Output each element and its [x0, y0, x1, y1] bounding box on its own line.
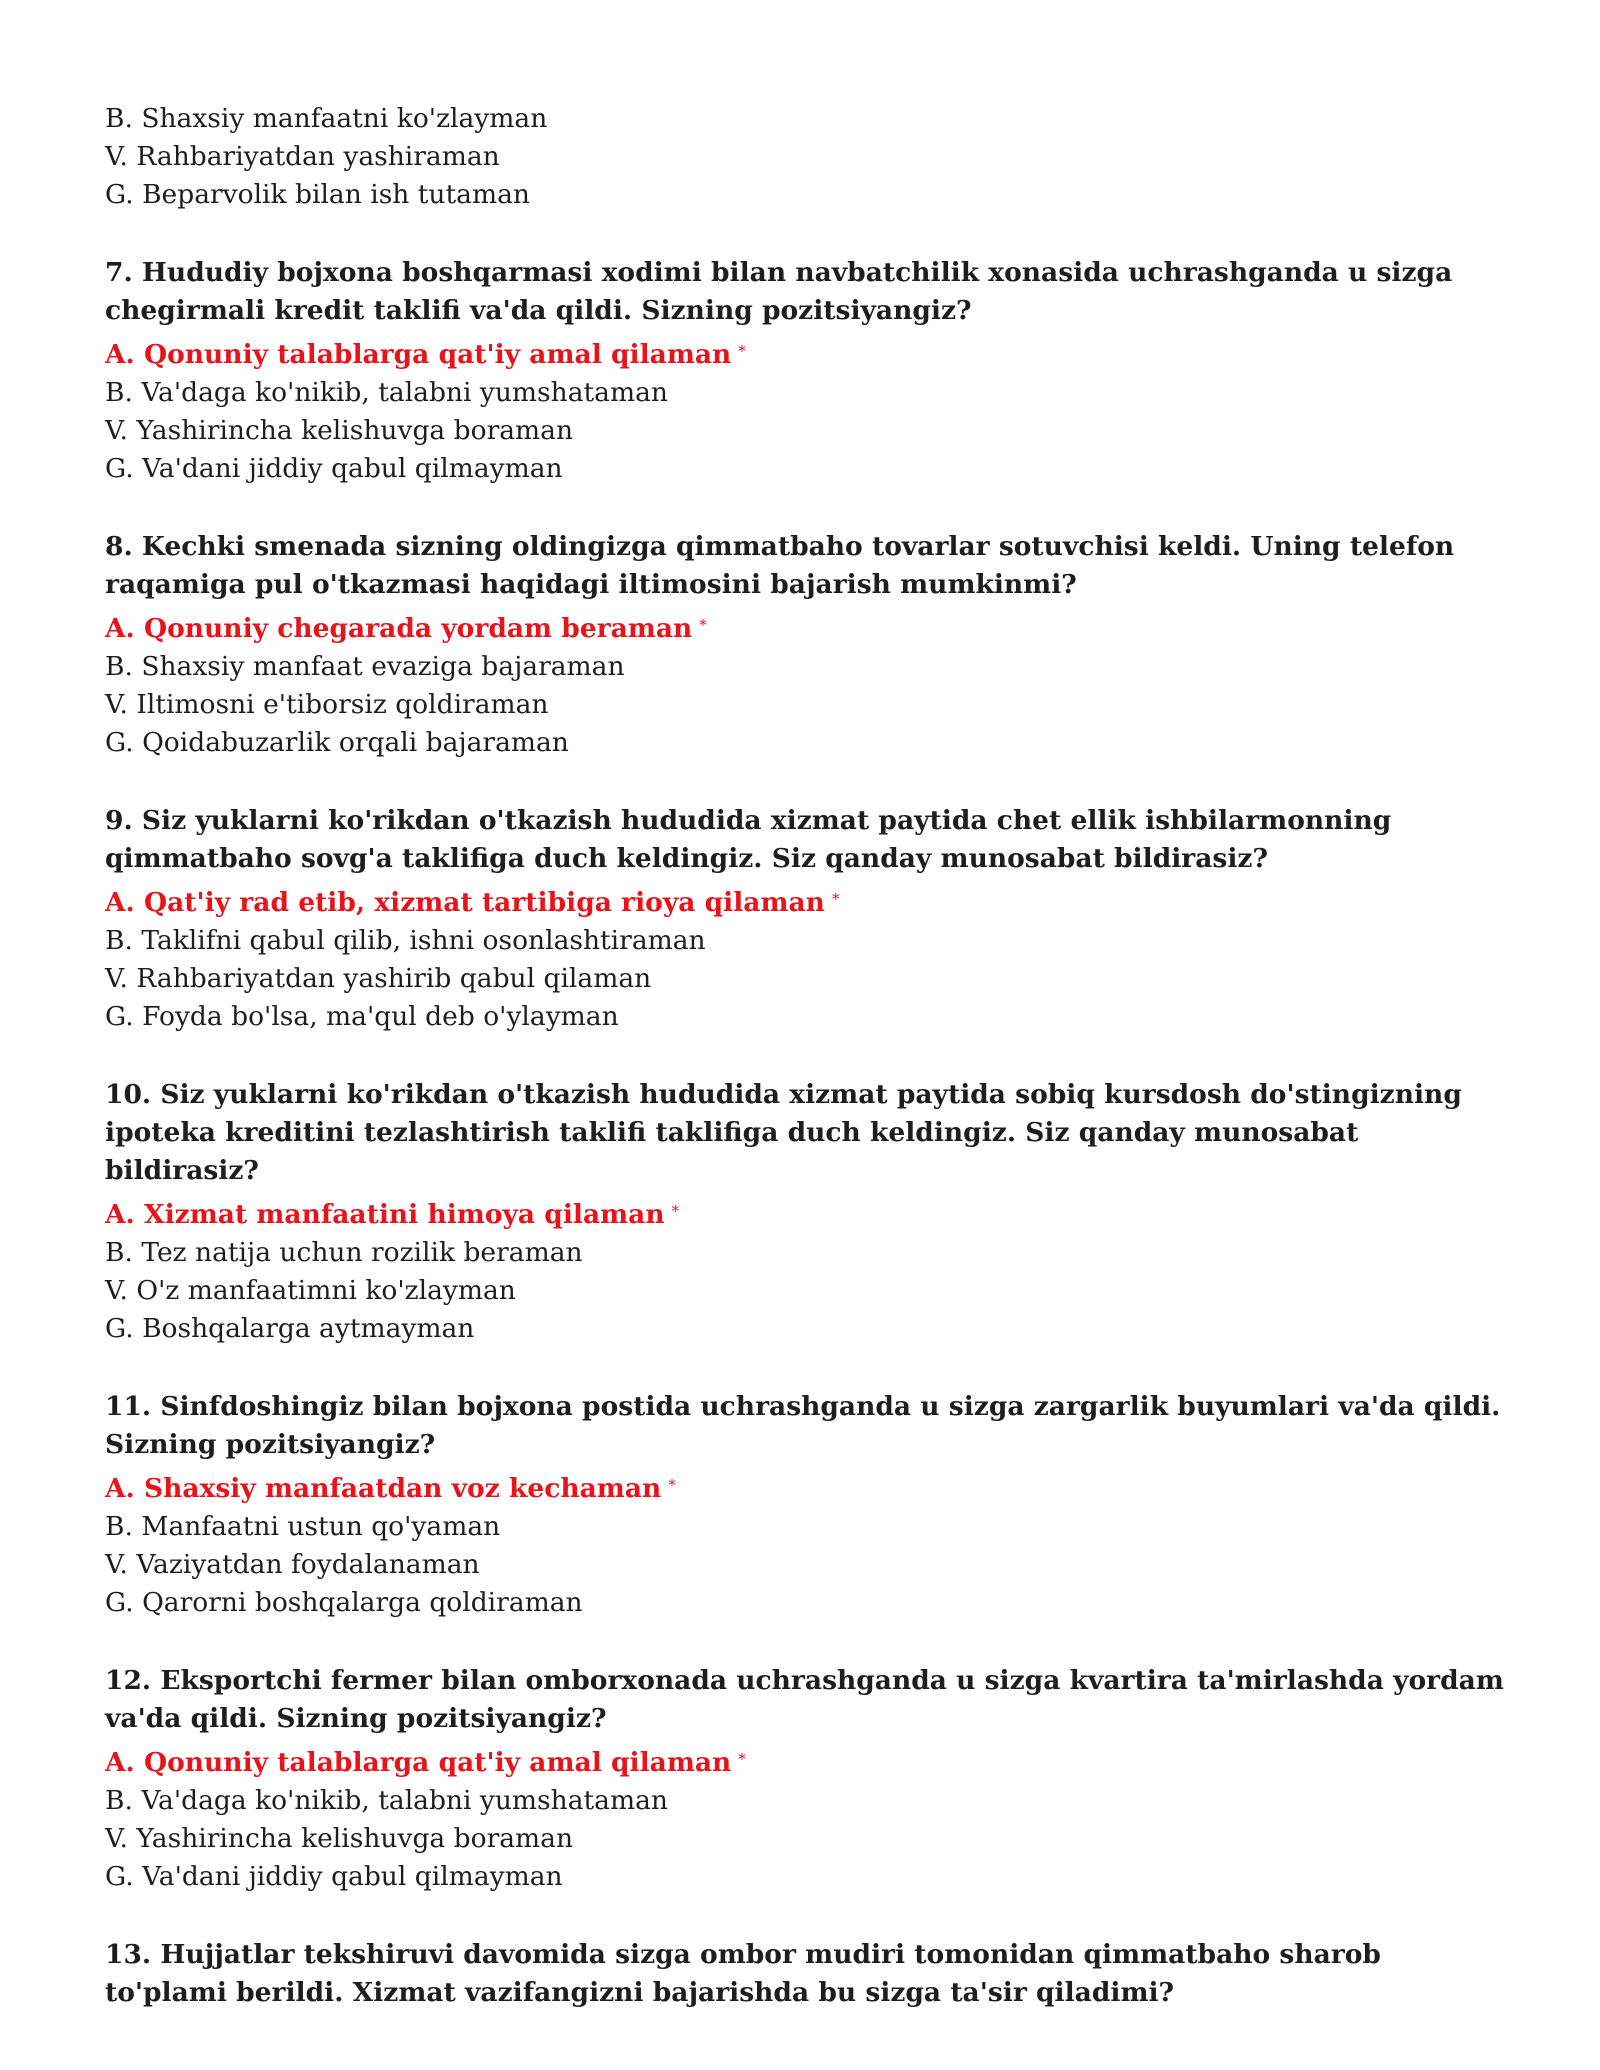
question-text: 8. Kechki smenada sizning oldingizga qimmatbaho tovarlar sotuvchisi keldi. Uning telefon raqamiga pul o'tkazmasi haqidagi iltimosini bajarish mumkinmi?	[105, 531, 1455, 600]
answer-option: G. Qarorni boshqalarga qoldiraman	[105, 1587, 583, 1618]
correct-marker: *	[831, 890, 840, 908]
correct-answer-text: A. Qat'iy rad etib, xizmat tartibiga rioya qilaman	[105, 887, 825, 918]
answer-option: G. Boshqalarga aytmayman	[105, 1313, 475, 1344]
answer-option: B. Va'daga ko'nikib, talabni yumshataman	[105, 377, 668, 408]
correct-answer	[105, 880, 1525, 922]
answer-option: G. Va'dani jiddiy qabul qilmayman	[105, 453, 563, 484]
answer-option: V. O'z manfaatimni ko'zlayman	[105, 1275, 516, 1306]
correct-answer	[105, 1466, 1525, 1508]
answer-option: V. Yashirincha kelishuvga boraman	[105, 1823, 574, 1854]
answer-option: B. Shaxsiy manfaatni ko'zlayman	[105, 103, 548, 134]
correct-marker: *	[738, 342, 746, 360]
correct-answer-text: A. Qonuniy chegarada yordam beraman	[105, 613, 693, 644]
question-block	[105, 1076, 1525, 1348]
question-block	[105, 254, 1525, 488]
answer-option: V. Iltimosni e'tiborsiz qoldiraman	[105, 689, 549, 720]
correct-marker: *	[699, 616, 707, 634]
answer-option: G. Qoidabuzarlik orqali bajaraman	[105, 727, 569, 758]
answer-option: V. Vaziyatdan foydalanaman	[105, 1549, 480, 1580]
question-text: 7. Hududiy bojxona boshqarmasi xodimi bilan navbatchilik xonasida uchrashganda u sizga chegirmali kredit taklifi va'da qildi. Sizning pozitsiyangiz?	[105, 257, 1453, 326]
question-text: 13. Hujjatlar tekshiruvi davomida sizga ombor mudiri tomonidan qimmatbaho sharob to'plami berildi. Xizmat vazifangizni bajarishda bu sizga ta'sir qiladimi?	[105, 1939, 1381, 2008]
question-block	[105, 1662, 1525, 1896]
question-block	[105, 528, 1525, 762]
answer-option: B. Manfaatni ustun qo'yaman	[105, 1511, 501, 1542]
question-text: 11. Sinfdoshingiz bilan bojxona postida uchrashganda u sizga zargarlik buyumlari va'da qildi. Sizning pozitsiyangiz?	[105, 1391, 1501, 1460]
answer-option: B. Shaxsiy manfaat evaziga bajaraman	[105, 651, 625, 682]
correct-answer-text: A. Xizmat manfaatini himoya qilaman	[105, 1199, 665, 1230]
correct-answer	[105, 606, 1525, 648]
correct-answer	[105, 1192, 1525, 1234]
correct-marker: *	[671, 1202, 680, 1220]
answer-option: G. Va'dani jiddiy qabul qilmayman	[105, 1861, 563, 1892]
question-text: 9. Siz yuklarni ko'rikdan o'tkazish hududida xizmat paytida chet ellik ishbilarmonning qimmatbaho sovg'a taklifiga duch keldingiz. Siz qanday munosabat bildirasiz?	[105, 805, 1392, 874]
correct-answer-text: A. Qonuniy talablarga qat'iy amal qilaman	[105, 339, 732, 370]
answer-option: V. Rahbariyatdan yashiraman	[105, 141, 500, 172]
correct-answer	[105, 1740, 1525, 1782]
correct-answer	[105, 332, 1525, 374]
correct-answer-text: A. Shaxsiy manfaatdan voz kechaman	[105, 1473, 662, 1504]
answer-option: V. Rahbariyatdan yashirib qabul qilaman	[105, 963, 652, 994]
answer-option: B. Taklifni qabul qilib, ishni osonlashtiraman	[105, 925, 706, 956]
question-block	[105, 802, 1525, 1036]
answer-option: B. Tez natija uchun rozilik beraman	[105, 1237, 583, 1268]
answer-option: B. Va'daga ko'nikib, talabni yumshataman	[105, 1785, 668, 1816]
leading-options	[105, 100, 1525, 214]
correct-marker: *	[738, 1750, 746, 1768]
correct-marker: *	[668, 1476, 676, 1494]
question-text: 12. Eksportchi fermer bilan omborxonada uchrashganda u sizga kvartira ta'mirlashda yordam va'da qildi. Sizning pozitsiyangiz?	[105, 1665, 1504, 1734]
question-block	[105, 1936, 1525, 2012]
answer-option: G. Foyda bo'lsa, ma'qul deb o'ylayman	[105, 1001, 619, 1032]
question-block	[105, 1388, 1525, 1622]
answer-option: G. Beparvolik bilan ish tutaman	[105, 179, 530, 210]
answer-option: V. Yashirincha kelishuvga boraman	[105, 415, 574, 446]
question-list	[105, 254, 1525, 2012]
question-text: 10. Siz yuklarni ko'rikdan o'tkazish hududida xizmat paytida sobiq kursdosh do'stingizning ipoteka kreditini tezlashtirish taklifi taklifiga duch keldingiz. Siz qanday munosabat bildirasiz?	[105, 1079, 1462, 1186]
correct-answer-text: A. Qonuniy talablarga qat'iy amal qilaman	[105, 1747, 732, 1778]
document-page	[105, 100, 1525, 2014]
